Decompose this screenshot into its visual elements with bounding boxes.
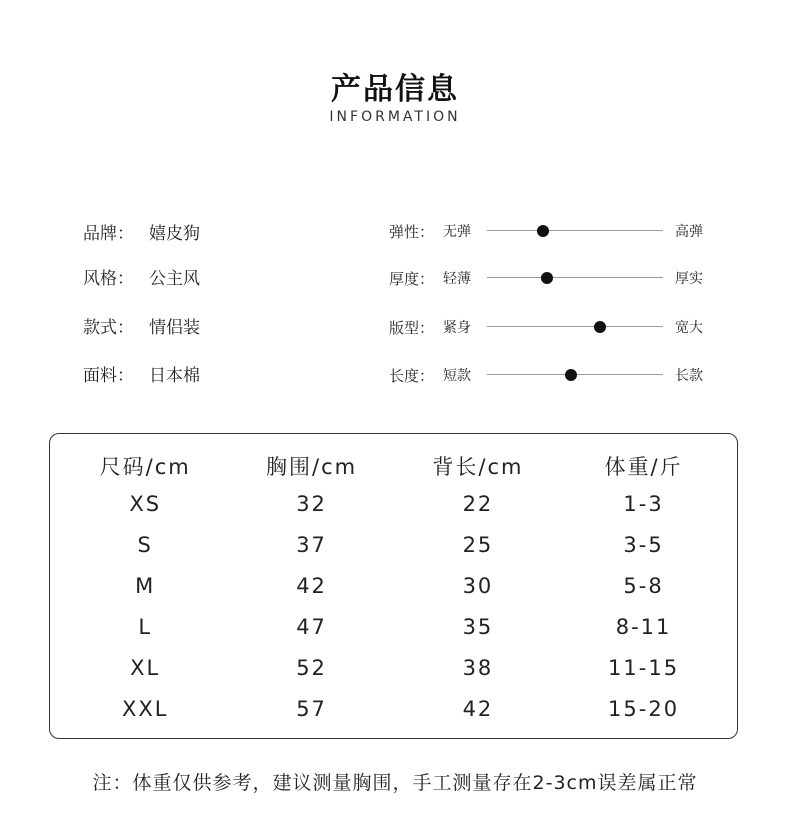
- scale-row-elasticity: [389, 219, 703, 243]
- table-cell: 42: [296, 573, 327, 598]
- scale-left-label: 轻薄: [443, 271, 471, 287]
- attribute-row-brand: [83, 219, 200, 244]
- scale-name: 弹性：: [389, 222, 435, 241]
- scale-right-label: 宽大: [675, 320, 703, 336]
- attribute-value: 情侣装: [149, 318, 200, 338]
- attribute-label: 风格：: [83, 269, 134, 289]
- scale-left-label: 无弹: [443, 224, 471, 240]
- table-cell: XL: [130, 655, 161, 680]
- table-cell: 3-5: [623, 532, 664, 557]
- table-cell: 38: [462, 655, 494, 680]
- table-cell: XXL: [121, 696, 169, 721]
- table-cell: M: [135, 573, 156, 598]
- attribute-label: 款式：: [83, 318, 134, 338]
- table-row: [62, 483, 726, 524]
- scale-name: 厚度：: [389, 269, 435, 288]
- table-cell: 15-20: [608, 696, 680, 721]
- table-header-row: [62, 448, 726, 483]
- table-cell: 52: [296, 655, 327, 680]
- page-title: 产品信息: [331, 72, 459, 107]
- table-cell: 30: [462, 573, 494, 598]
- table-cell: XS: [129, 491, 162, 516]
- scale-track: [487, 266, 663, 290]
- column-header: 体重/斤: [604, 454, 683, 479]
- page-subtitle: INFORMATION: [329, 109, 461, 125]
- scale-left-label: 短款: [443, 368, 471, 384]
- column-header: 胸围/cm: [266, 454, 358, 479]
- table-row: [62, 606, 726, 647]
- table-row: [62, 565, 726, 606]
- scale-row-fit: [389, 315, 703, 339]
- table-cell: S: [137, 532, 153, 557]
- table-cell: 25: [462, 532, 494, 557]
- scale-line: [487, 230, 663, 231]
- table-cell: 35: [462, 614, 494, 639]
- scale-right-label: 长款: [675, 368, 703, 384]
- table-cell: 47: [296, 614, 327, 639]
- scale-indicator-dot: [537, 225, 549, 237]
- scale-right-label: 高弹: [675, 224, 703, 240]
- table-cell: 1-3: [623, 491, 664, 516]
- scale-row-length: [389, 363, 703, 387]
- scale-track: [487, 219, 663, 243]
- table-cell: 57: [296, 696, 327, 721]
- table-row: [62, 688, 726, 729]
- column-header: 背长/cm: [432, 454, 524, 479]
- attribute-value: 日本棉: [149, 366, 200, 386]
- size-table: [62, 448, 726, 729]
- table-row: [62, 524, 726, 565]
- table-cell: 11-15: [608, 655, 680, 680]
- scale-track: [487, 363, 663, 387]
- table-cell: 32: [296, 491, 327, 516]
- column-header: 尺码/cm: [99, 454, 191, 479]
- scale-name: 版型：: [389, 318, 435, 337]
- size-chart: [49, 433, 738, 739]
- table-row: [62, 647, 726, 688]
- attribute-row-style: [83, 264, 200, 289]
- attribute-value: 公主风: [149, 269, 200, 289]
- attribute-value: 嬉皮狗: [149, 224, 200, 244]
- scale-right-label: 厚实: [675, 271, 703, 287]
- table-cell: 42: [462, 696, 494, 721]
- scale-track: [487, 315, 663, 339]
- scale-indicator-dot: [565, 369, 577, 381]
- footnote: 注：体重仅供参考，建议测量胸围，手工测量存在2-3cm误差属正常: [92, 772, 698, 794]
- scale-row-thickness: [389, 266, 703, 290]
- table-cell: 22: [462, 491, 494, 516]
- scale-indicator-dot: [594, 321, 606, 333]
- scale-name: 长度：: [389, 366, 435, 385]
- attribute-label: 面料：: [83, 366, 134, 386]
- scale-line: [487, 277, 663, 278]
- attribute-row-fabric: [83, 361, 200, 386]
- scale-indicator-dot: [541, 272, 553, 284]
- attribute-row-type: [83, 313, 200, 338]
- scale-line: [487, 326, 663, 327]
- table-cell: 5-8: [623, 573, 664, 598]
- table-cell: 37: [296, 532, 327, 557]
- table-cell: 8-11: [615, 614, 672, 639]
- scale-left-label: 紧身: [443, 320, 471, 336]
- attribute-label: 品牌：: [83, 224, 134, 244]
- table-cell: L: [138, 614, 153, 639]
